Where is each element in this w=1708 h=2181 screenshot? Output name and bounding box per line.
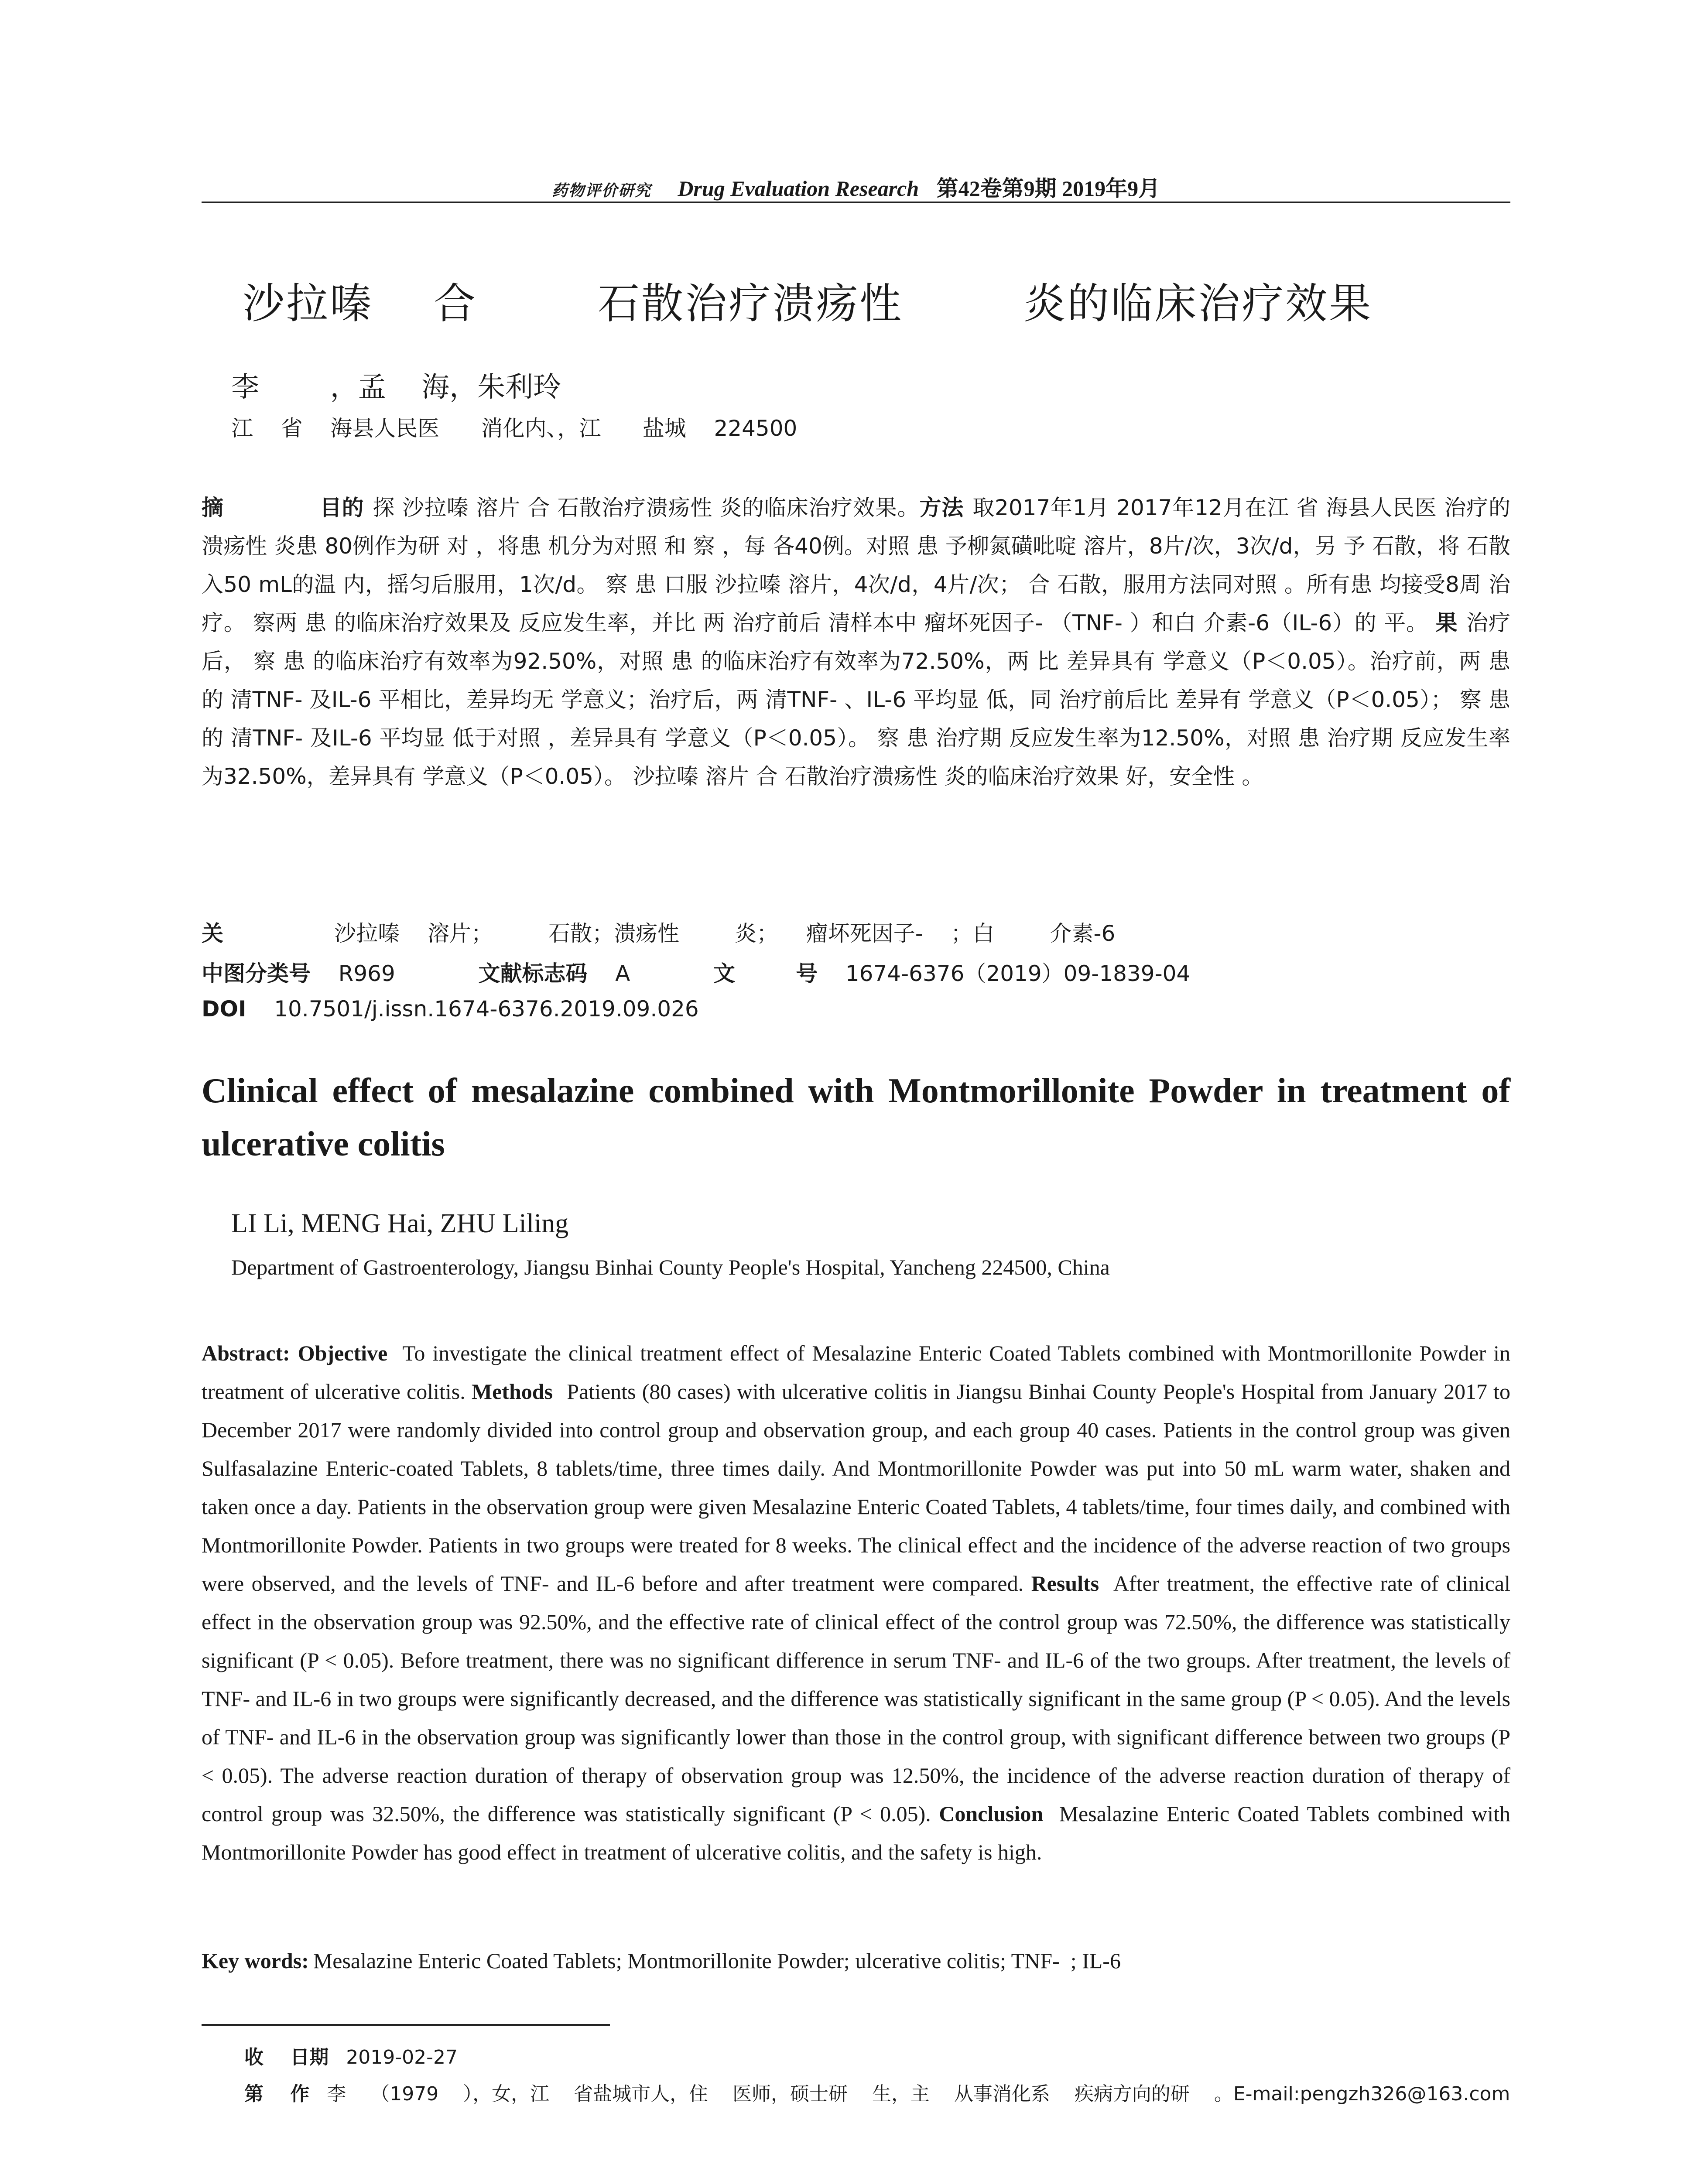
zh-methods-label: 方法 [919,495,964,520]
zh-keywords-label: 关 [202,921,223,946]
author-bio: 李 （1979 ），女，江 省盐城市人，住 医师，硕士研 生，主 从事消化系 疾病方向的研 。E-mail:pengzh326@163.com [327,2083,1510,2105]
zh-doi[interactable]: 10.7501/j.issn.1674-6376.2019.09.026 [274,996,699,1022]
en-conclusion: Mesalazine Enteric Coated Tablets combined with Montmorillonite Powder has good effect in treatment of ulcerative colitis, and the safety is high. [202,1802,1511,1864]
en-objective: To investigate the clinical treatment effect of Mesalazine Enteric Coated Tablets combined with Montmorillonite Powder in treatment of ulcerative colitis. [202,1341,1510,1404]
zh-doi-label: DOI [202,996,246,1022]
en-conclusion-label: Conclusion [939,1802,1044,1826]
zh-results-label: 果 [1435,610,1458,636]
zh-objective-label: 目的 [319,495,364,520]
en-keywords: Mesalazine Enteric Coated Tablets; Montmorillonite Powder; ulcerative colitis; TNF- ; IL-6 [313,1949,1121,1973]
journal-name: Drug Evaluation Research [678,176,919,201]
header-rule [202,202,1510,203]
journal-logo: 药物评价研究 [551,182,651,199]
en-authors: LI Li, MENG Hai, ZHU Liling [231,1209,569,1238]
zh-title: 沙拉嗪 合 石散治疗溃疡性 炎的临床治疗效果 [243,279,1373,328]
zh-doc-code-label: 文献标志码 [478,961,588,986]
en-results-label: Results [1031,1571,1099,1596]
en-results: After treatment, the effective rate of clinical effect in the observation group was 92.50%, and the effective rate of clinical effect of the control group was 72.50%, the difference was statistically significant (P < 0.05). Before treatment, there was no significant difference in serum TNF- and IL-6 of the two groups. After treatment, the levels of TNF- and IL-6 in two groups were significantly decreased, and the difference was statistically significant in the same group (P < 0.05). And the levels of TNF- and IL-6 in the observation group was significantly lower than those in the control group, with significant difference between two groups (P < 0.05). The adverse reaction duration of therapy of observation group was 12.50%, the incidence of the adverse reaction duration of therapy of control group was 32.50%, the difference was statistically significant (P < 0.05). [202,1571,1511,1826]
zh-clc: R969 [338,961,395,986]
en-keywords-line [202,1948,1510,1973]
running-header [202,171,1510,202]
en-methods-label: Methods [471,1379,553,1404]
en-affiliation: Department of Gastroenterology, Jiangsu Binhai County People's Hospital, Yancheng 224500, China [231,1255,1110,1279]
zh-doi-line [202,996,1510,1022]
received-date: 2019-02-27 [346,2046,458,2068]
en-objective-label: Objective [298,1341,388,1365]
footnote-rule [202,2024,610,2026]
en-methods: Patients (80 cases) with ulcerative colitis in Jiangsu Binhai County People's Hospital from January 2017 to December 2017 were randomly divided into control group and observation group, and each group 40 cases. Patients in the control group was given Sulfasalazine Enteric-coated Tablets, 8 tablets/time, three times daily. And Montmorillonite Powder was put into 50 mL warm water, shaken and taken once a day. Patients in the observation group were given Mesalazine Enteric Coated Tablets, 4 tablets/time, four times daily, and combined with Montmorillonite Powder. Patients in two groups were treated for 8 weeks. The clinical effect and the incidence of the adverse reaction of two groups were observed, and the levels of TNF- and IL-6 before and after treatment were compared. [202,1379,1511,1596]
zh-authors: 李 ，孟 海，朱利玲 [231,371,561,403]
en-keywords-label: Key words: [202,1949,309,1973]
zh-results: 治疗后， 察 患 的临床治疗有效率为92.50%，对照 患 的临床治疗有效率为72.50%，两 比 差异具有 学意义（P＜0.05）。治疗前，两 患 的 清TNF- 及IL-6 平相比，差异均无 学意义；治疗后，两 清TNF- 、IL-6 平均显 低，同 治疗前后比 差异有 学意义（P＜0.05）； 察 患 的 清TNF- 及IL-6 平均显 低于对照 ，差异具有 学意义（P＜0.05）。 察 患 治疗期 反应发生率为12.50%，对照 患 治疗期 反应发生率为32.50%，差异具有 学意义（P＜0.05）。 沙拉嗪 溶片 合 石散治疗溃疡性 炎的临床治疗效果 好，安全性 。 [202,610,1510,789]
zh-keywords-line [202,916,1510,947]
en-abstract [202,1334,1510,1871]
author-bio-label: 第 作 [244,2083,310,2105]
en-title: Clinical effect of mesalazine combined with Montmorillonite Powder in treatment of ulcerative colitis [202,1072,1510,1163]
zh-doc-code: A [615,961,630,986]
footnote-received [244,2041,458,2069]
issue-info: 第42卷第9期 2019年9月 [936,176,1160,201]
zh-clc-label: 中图分类号 [202,961,311,986]
zh-classification-line [202,956,1510,988]
zh-abstract-label: 摘 [202,495,224,520]
zh-article-no-label: 文 号 [713,961,818,986]
zh-abstract [202,489,1510,796]
zh-article-no: 1674-6376（2019）09-1839-04 [845,961,1191,986]
received-label: 收 日期 [244,2046,329,2068]
zh-objective: 探 沙拉嗪 溶片 合 石散治疗溃疡性 炎的临床治疗效果。 [373,495,920,520]
zh-keywords: 沙拉嗪 溶片； 石散；溃疡性 炎； 瘤坏死因子- ；白 介素-6 [334,921,1116,946]
footnote-author [244,2078,1510,2106]
en-abstract-label: Abstract: [202,1341,290,1365]
zh-methods: 取2017年1月 2017年12月在江 省 海县人民医 治疗的溃疡性 炎患 80例作为研 对 ，将患 机分为对照 和 察 ，每 各40例。对照 患 予柳氮磺吡啶 溶片，8片/次，3次/d，另 予 石散，将 石散 入50 mL的温 内，摇匀后服用，1次/d。 察 患 口服 沙拉嗪 溶片，4次/d，4片/次； 合 石散，服用方法同对照 。所有患 均接受8周 治疗。 察两 患 的临床治疗效果及 反应发生率，并比 两 治疗前后 清样本中 瘤坏死因子- （TNF- ）和白 介素-6（IL-6）的 平。 [202,495,1511,636]
zh-affiliation: 江 省 海县人民医 消化内、，江 盐城 224500 [231,416,798,441]
